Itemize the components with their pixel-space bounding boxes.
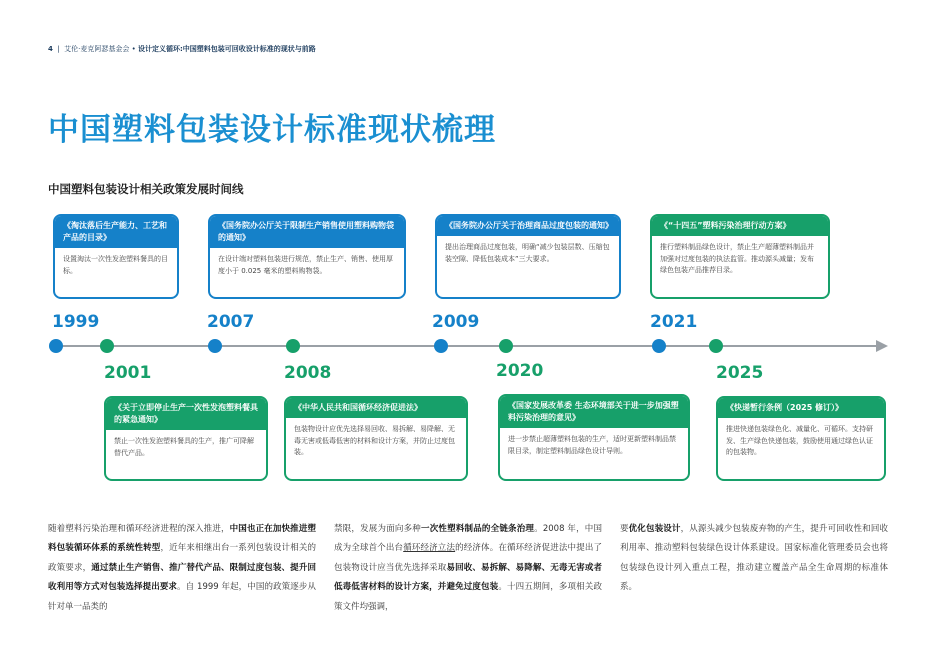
page-number: 4 (48, 45, 53, 53)
body-text: 要 (620, 524, 629, 534)
header-org: 艾伦·麦克阿瑟基金会 (64, 45, 130, 53)
year-label-2025: 2025 (716, 363, 764, 383)
year-label-2009: 2009 (432, 312, 480, 332)
body-text: 。自 1999 年起，中国的政策逐步从针对单一品类的 (48, 582, 316, 612)
policy-card-body: 推进快递包装绿色化、减量化、可循环。支持研发、生产绿色快递包装，鼓励使用通过绿色认证的包装物。 (726, 425, 873, 457)
timeline-axis (56, 345, 878, 347)
timeline-dot-2008 (286, 339, 300, 353)
body-text: 的经济体。在循环经济促进法中提出了包装物设计应当优先选择采取 (334, 543, 602, 573)
policy-card-2021 (650, 214, 830, 299)
body-column-1 (48, 520, 316, 617)
policy-card-title: 《国家发展改革委 生态环境部关于进一步加强塑料污染治理的意见》 (500, 396, 688, 428)
body-emphasis: 易回收、易拆解、易降解、无毒无害或者低毒低害材料的设计方案，并避免过度包装 (334, 562, 602, 593)
policy-card-title: 《国务院办公厅关于限制生产销售使用塑料购物袋的通知》 (210, 216, 404, 248)
page-title: 中国塑料包装设计标准现状梳理 (48, 112, 496, 148)
year-label-2008: 2008 (284, 363, 332, 383)
body-column-2 (334, 520, 602, 617)
year-label-2001: 2001 (104, 363, 152, 383)
policy-card-body: 在设计端对塑料包装进行规范，禁止生产、销售、使用厚度小于 0.025 毫米的塑料购物袋。 (218, 255, 393, 275)
body-text: 随着塑料污染治理和循环经济进程的深入推进， (48, 524, 230, 534)
header-separator: | (57, 45, 60, 53)
timeline-arrowhead (876, 340, 888, 352)
policy-card-title: 《国务院办公厅关于治理商品过度包装的通知》 (437, 216, 619, 236)
policy-card-2020 (498, 394, 690, 481)
year-label-1999: 1999 (52, 312, 100, 332)
policy-card-2001 (104, 396, 268, 481)
header-series: 设计定义循环:中国塑料包装可回收设计标准的现状与前路 (137, 45, 316, 53)
policy-card-title: 《“十四五”塑料污染治理行动方案》 (652, 216, 828, 236)
policy-card-body: 禁止一次性发泡塑料餐具的生产，推广可降解替代产品。 (114, 437, 254, 457)
year-label-2021: 2021 (650, 312, 698, 332)
timeline-dot-2020 (499, 339, 513, 353)
policy-card-2025 (716, 396, 886, 481)
policy-card-body: 包装物设计应优先选择易回收、易拆解、易降解、无毒无害或低毒低害的材料和设计方案，并防止过度包装。 (294, 425, 455, 457)
timeline-dot-2009 (434, 339, 448, 353)
policy-card-body: 进一步禁止超薄塑料包装的生产，适时更新塑料制品禁限目录，制定塑料制品绿色设计导则。 (508, 435, 676, 455)
running-header: 4 | 艾伦·麦克阿瑟基金会 • 设计定义循环:中国塑料包装可回收设计标准的现状与前路 (48, 45, 316, 53)
body-text: 。2008 年，中国成为全球首个出台 (334, 524, 602, 554)
body-emphasis: 优化包装设计 (628, 524, 681, 534)
body-text: 。十四五期间，多项相关政策文件均强调， (334, 582, 602, 612)
body-emphasis: 通过禁止生产销售、推广替代产品、限制过度包装、提升回收利用等方式对包装选择提出要求 (48, 562, 316, 593)
timeline-dot-2007 (208, 339, 222, 353)
year-label-2020: 2020 (496, 361, 544, 381)
body-text: 禁限，发展为面向多种 (334, 524, 422, 534)
body-column-3 (620, 520, 888, 598)
policy-card-2008 (284, 396, 468, 481)
body-text: ，从源头减少包装废弃物的产生，提升可回收性和回收利用率、推动塑料包装绿色设计体系建设。国家标准化管理委员会也将包装绿色设计列入重点工程，推动建立覆盖产品全生命周期的标准体系。 (620, 524, 888, 593)
timeline-dot-1999 (49, 339, 63, 353)
policy-card-body: 提出治理商品过度包装，明确“减少包装层数、压缩包装空隙、降低包装成本”三大要求。 (445, 243, 610, 263)
policy-card-body: 设置淘汰一次性发泡塑料餐具的目标。 (63, 255, 168, 275)
timeline-dot-2021 (652, 339, 666, 353)
policy-card-title: 《快递暂行条例（2025 修订）》 (718, 398, 884, 418)
policy-card-2007 (208, 214, 406, 299)
year-label-2007: 2007 (207, 312, 255, 332)
policy-card-2009 (435, 214, 621, 299)
body-emphasis: 中国也正在加快推进塑料包装循环体系的系统性转型 (48, 524, 316, 554)
circular-economy-law-link[interactable]: 循环经济立法 (403, 543, 456, 554)
policy-card-body: 推行塑料制品绿色设计，禁止生产超薄塑料制品并加强对过度包装的执法监管。推动源头减量；发布绿色包装产品推荐目录。 (660, 243, 814, 275)
policy-card-1999 (53, 214, 179, 299)
section-title: 中国塑料包装设计相关政策发展时间线 (48, 182, 244, 196)
body-text: ，近年来相继出台一系列包装设计相关的政策要求， (48, 543, 316, 573)
timeline-dot-2001 (100, 339, 114, 353)
policy-card-title: 《淘汰落后生产能力、工艺和产品的目录》 (55, 216, 177, 248)
policy-card-title: 《关于立即停止生产一次性发泡塑料餐具的紧急通知》 (106, 398, 266, 430)
body-emphasis: 一次性塑料制品的全链条治理 (421, 524, 535, 534)
timeline-dot-2025 (709, 339, 723, 353)
policy-card-title: 《中华人民共和国循环经济促进法》 (286, 398, 466, 418)
